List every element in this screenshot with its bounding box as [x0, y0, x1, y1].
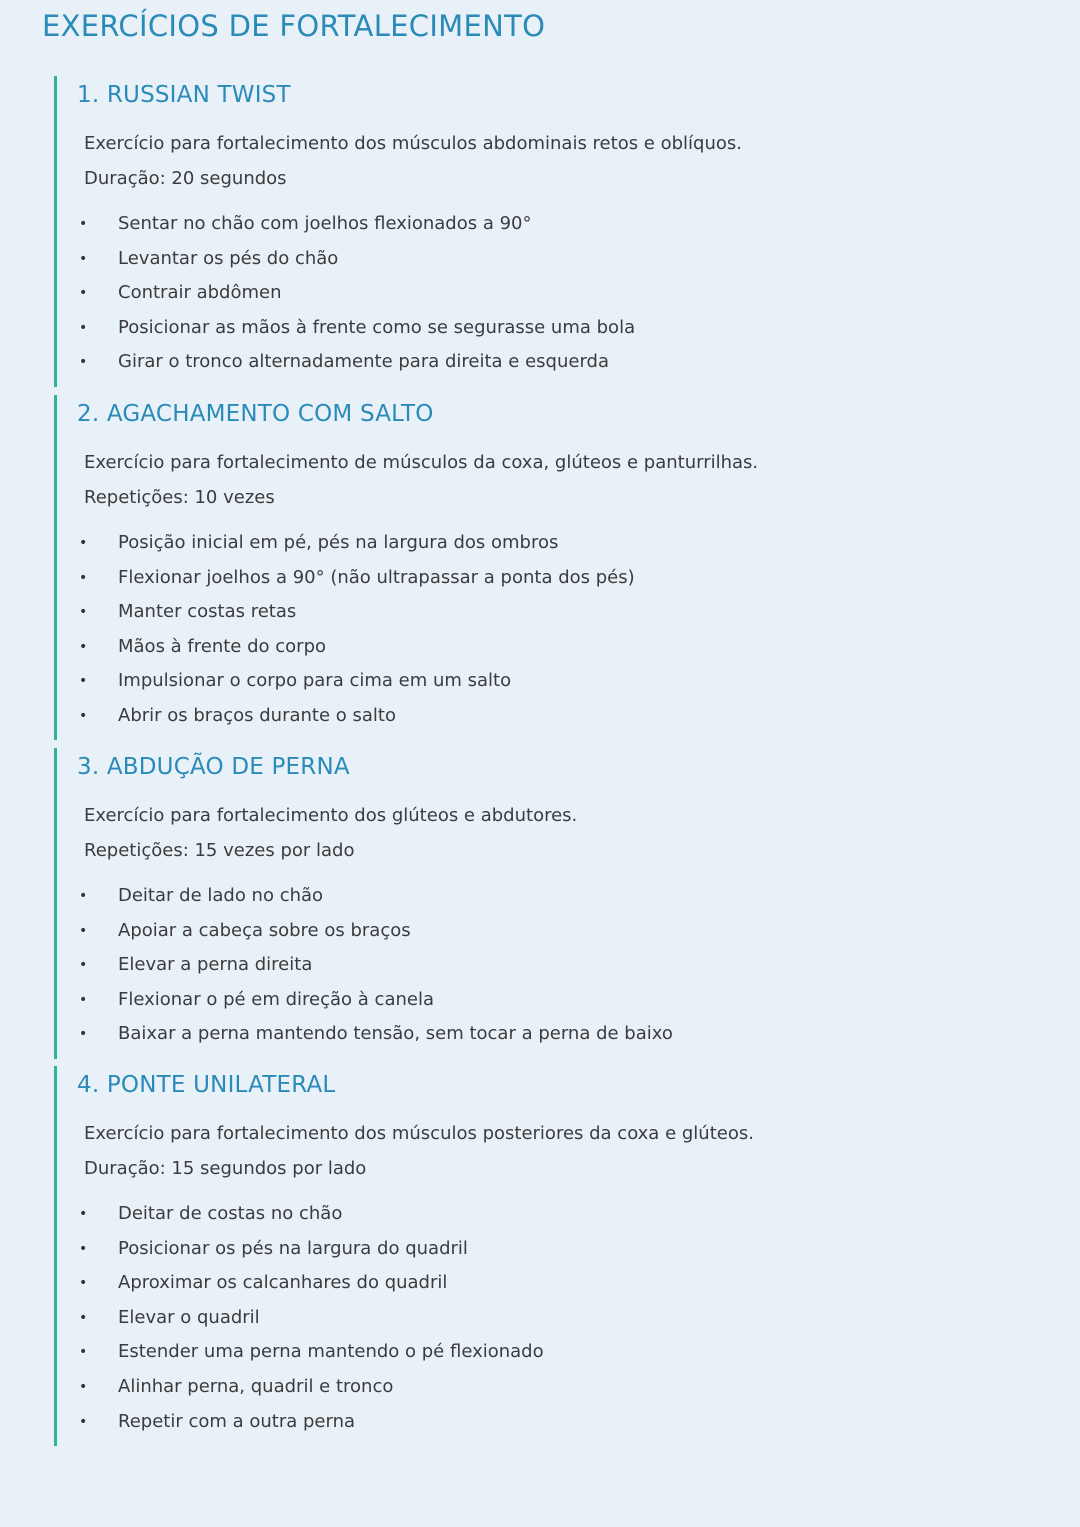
- exercise-description-text: Exercício para fortalecimento de músculos da coxa, glúteos e panturrilhas.: [84, 452, 759, 473]
- page-title: EXERCÍCIOS DE FORTALECIMENTO: [42, 9, 546, 43]
- exercise-heading: 4. PONTE UNILATERAL: [77, 1072, 336, 1098]
- step-text: Flexionar o pé em direção à canela: [118, 988, 434, 1010]
- bullet-icon: •: [79, 1275, 88, 1292]
- exercise-section-agachamento-com-salto: [54, 395, 1034, 740]
- exercise-section-abducao-de-perna: [54, 748, 1034, 1059]
- exercise-description-text: Exercício para fortalecimento dos glúteos e abdutores.: [84, 805, 578, 826]
- step-text: Flexionar joelhos a 90° (não ultrapassar a ponta dos pés): [118, 566, 635, 588]
- step-text: Impulsionar o corpo para cima em um salto: [118, 670, 512, 692]
- step-text: Repetir com a outra perna: [118, 1410, 356, 1432]
- step-text: Deitar de lado no chão: [118, 885, 324, 906]
- bullet-icon: •: [79, 1344, 88, 1361]
- bullet-icon: •: [79, 638, 88, 655]
- step-text: Baixar a perna mantendo tensão, sem tocar a perna de baixo: [118, 1023, 673, 1045]
- bullet-icon: •: [79, 1309, 88, 1326]
- exercise-description: [84, 126, 742, 196]
- step-text: Mãos à frente do corpo: [118, 635, 327, 657]
- exercise-detail: Repetições: 15 vezes por lado: [84, 840, 355, 861]
- bullet-icon: •: [79, 1240, 88, 1257]
- bullet-icon: •: [79, 569, 88, 586]
- step-text: Aproximar os calcanhares do quadril: [118, 1272, 448, 1294]
- step-text: Posicionar os pés na largura do quadril: [118, 1237, 468, 1259]
- bullet-icon: •: [79, 922, 88, 939]
- step-text: Girar o tronco alternadamente para direita e esquerda: [118, 351, 609, 373]
- bullet-icon: •: [79, 1206, 88, 1222]
- bullet-icon: •: [79, 1378, 88, 1395]
- step-text: Posicionar as mãos à frente como se segurasse uma bola: [118, 316, 636, 338]
- bullet-icon: •: [79, 319, 88, 336]
- step-text: Contrair abdômen: [118, 282, 282, 304]
- exercise-section-ponte-unilateral: [54, 1066, 1034, 1446]
- exercise-description: [84, 1116, 754, 1186]
- exercise-description-text: Exercício para fortalecimento dos músculos posteriores da coxa e glúteos.: [84, 1123, 754, 1144]
- step-text: Posição inicial em pé, pés na largura dos ombros: [118, 532, 559, 553]
- bullet-icon: •: [79, 707, 88, 724]
- exercise-heading: 2. AGACHAMENTO COM SALTO: [77, 401, 434, 427]
- exercise-description: [84, 798, 577, 868]
- step-text: Manter costas retas: [118, 601, 297, 623]
- exercise-heading: 3. ABDUÇÃO DE PERNA: [77, 754, 350, 780]
- step-text: Elevar a perna direita: [118, 954, 313, 976]
- bullet-icon: •: [79, 1413, 88, 1430]
- step-text: Sentar no chão com joelhos flexionados a 90°: [118, 213, 532, 234]
- exercise-description: [84, 445, 758, 515]
- step-text: Apoiar a cabeça sobre os braços: [118, 919, 411, 941]
- bullet-icon: •: [79, 216, 88, 232]
- exercise-heading: 1. RUSSIAN TWIST: [77, 82, 291, 108]
- step-text: Elevar o quadril: [118, 1306, 260, 1328]
- bullet-icon: •: [79, 991, 88, 1008]
- exercise-detail: Repetições: 10 vezes: [84, 487, 275, 508]
- bullet-icon: •: [79, 604, 88, 621]
- bullet-icon: •: [79, 285, 88, 302]
- bullet-icon: •: [79, 354, 88, 371]
- exercise-detail: Duração: 15 segundos por lado: [84, 1158, 367, 1179]
- bullet-icon: •: [79, 250, 88, 267]
- step-text: Alinhar perna, quadril e tronco: [118, 1375, 394, 1397]
- step-text: Levantar os pés do chão: [118, 247, 339, 269]
- step-text: Deitar de costas no chão: [118, 1203, 343, 1224]
- bullet-icon: •: [79, 535, 88, 551]
- step-text: Estender uma perna mantendo o pé flexionado: [118, 1341, 544, 1363]
- exercise-description-text: Exercício para fortalecimento dos músculos abdominais retos e oblíquos.: [84, 133, 742, 154]
- bullet-icon: •: [79, 957, 88, 974]
- bullet-icon: •: [79, 673, 88, 690]
- bullet-icon: •: [79, 888, 88, 904]
- bullet-icon: •: [79, 1026, 88, 1043]
- exercise-section-russian-twist: [54, 76, 1034, 387]
- exercise-detail: Duração: 20 segundos: [84, 168, 287, 189]
- step-text: Abrir os braços durante o salto: [118, 704, 396, 726]
